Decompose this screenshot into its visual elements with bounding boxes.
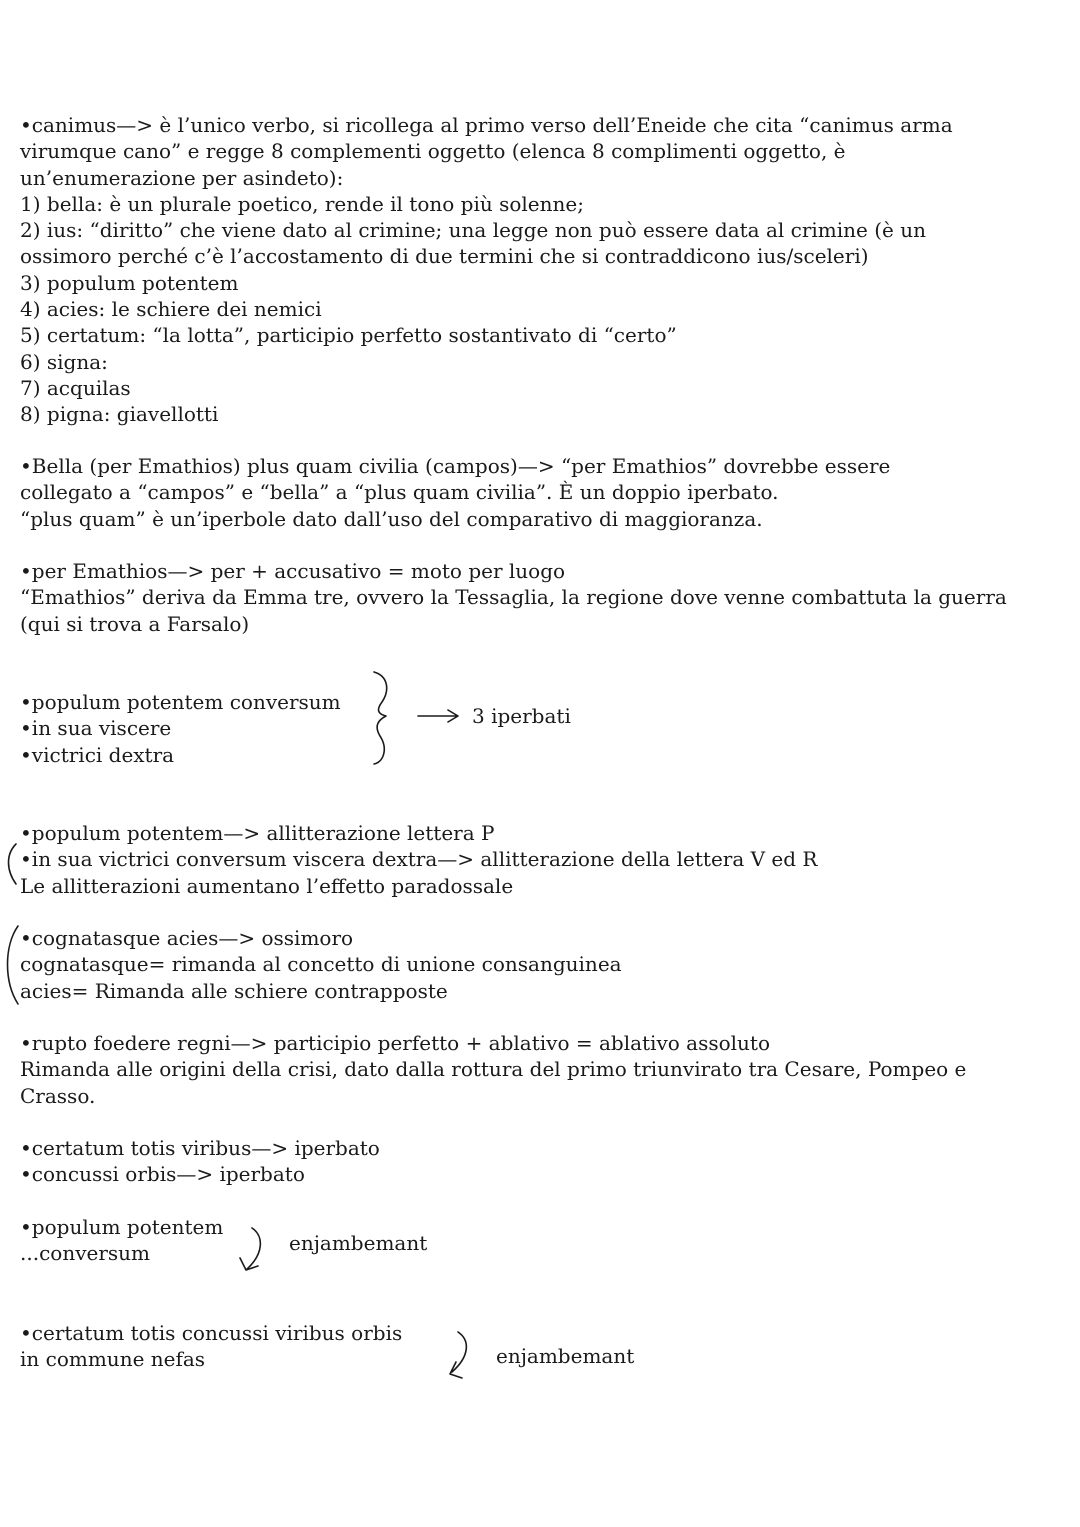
acies-line: acies= Rimanda alle schiere contrapposte — [20, 978, 448, 1003]
enjambement-1 — [20, 1214, 260, 1267]
enjambement-note: enjambemant — [496, 1344, 635, 1368]
iperbato-section — [20, 1135, 1040, 1188]
list-item: 2) ius: “diritto” che viene dato al crimine; una legge non può essere data al crimine (è un ossimoro perché c’è l’accostamento di due termini che si contraddicono ius/sceleri) — [20, 218, 926, 269]
emathios-section — [20, 558, 1040, 637]
left-paren-icon — [2, 922, 20, 1008]
verse-line: •certatum totis concussi viribus orbis — [20, 1321, 403, 1345]
list-item: 8) pigna: giavellotti — [20, 402, 219, 427]
iperbati-list — [20, 689, 380, 768]
list-item: 3) populum potentem — [20, 270, 239, 295]
rupto-section — [20, 1030, 1040, 1109]
iperbato-line: •concussi orbis—> iperbato — [20, 1162, 305, 1187]
rupto-explanation: Rimanda alle origini della crisi, dato dalla rottura del primo triunvirato tra Cesare, Pompeo e Crasso. — [20, 1057, 967, 1108]
allitterazione-vr: •in sua victrici conversum viscera dextra—> allitterazione della lettera V ed R — [20, 847, 818, 872]
curly-brace-icon — [368, 668, 398, 768]
verse-line: ...conversum — [20, 1241, 150, 1266]
left-paren-icon — [2, 840, 20, 888]
verse-line: •populum potentem — [20, 1215, 224, 1239]
canimus-intro: •canimus—> è l’unico verbo, si ricollega al primo verso dell’Eneide che cita “canimus arma virumque cano” e regge 8 complementi oggetto (elenca 8 complimenti oggetto, è un’enumerazione per asindeto): — [20, 113, 953, 190]
bella-line: •Bella (per Emathios) plus quam civilia (campos)—> “per Emathios” dovrebbe essere collegato a “campos” e “bella” a “plus quam civilia”. È un doppio iperbato. — [20, 454, 891, 505]
list-item: •in sua viscere — [20, 716, 172, 741]
bella-section — [20, 453, 1040, 532]
list-item: •victrici dextra — [20, 742, 175, 767]
list-item: 5) certatum: “la lotta”, participio perfetto sostantivato di “certo” — [20, 323, 677, 348]
ossimoro-section — [20, 925, 1040, 1004]
enjambement-2 — [20, 1320, 450, 1373]
arrow-right-icon — [416, 708, 462, 724]
list-item: 1) bella: è un plurale poetico, rende il tono più solenne; — [20, 191, 584, 216]
curved-arrow-icon — [232, 1224, 272, 1280]
iperbati-note: 3 iperbati — [472, 704, 571, 728]
canimus-section — [20, 112, 1040, 428]
curved-arrow-icon — [440, 1328, 480, 1384]
list-item: 6) signa: — [20, 349, 108, 374]
allitterazione-p: •populum potentem—> allitterazione lettera P — [20, 821, 495, 845]
verse-line: in commune nefas — [20, 1347, 206, 1372]
allitterazione-note: Le allitterazioni aumentano l’effetto paradossale — [20, 873, 514, 898]
enjambement-note: enjambemant — [289, 1231, 428, 1255]
cognatasque-line: cognatasque= rimanda al concetto di unione consanguinea — [20, 952, 622, 977]
plus-quam-line: “plus quam” è un’iperbole dato dall’uso del comparativo di maggioranza. — [20, 506, 763, 531]
iperbato-line: •certatum totis viribus—> iperbato — [20, 1136, 380, 1160]
allitterazione-section — [20, 820, 1040, 899]
list-item: •populum potentem conversum — [20, 690, 341, 714]
list-item: 7) acquilas — [20, 375, 131, 400]
rupto-line: •rupto foedere regni—> participio perfetto + ablativo = ablativo assoluto — [20, 1031, 770, 1055]
emathios-line: •per Emathios—> per + accusativo = moto per luogo — [20, 559, 566, 583]
emathios-origin: “Emathios” deriva da Emma tre, ovvero la Tessaglia, la regione dove venne combattuta la guerra (qui si trova a Farsalo) — [20, 585, 1007, 636]
list-item: 4) acies: le schiere dei nemici — [20, 297, 322, 322]
ossimoro-line: •cognatasque acies—> ossimoro — [20, 926, 354, 950]
